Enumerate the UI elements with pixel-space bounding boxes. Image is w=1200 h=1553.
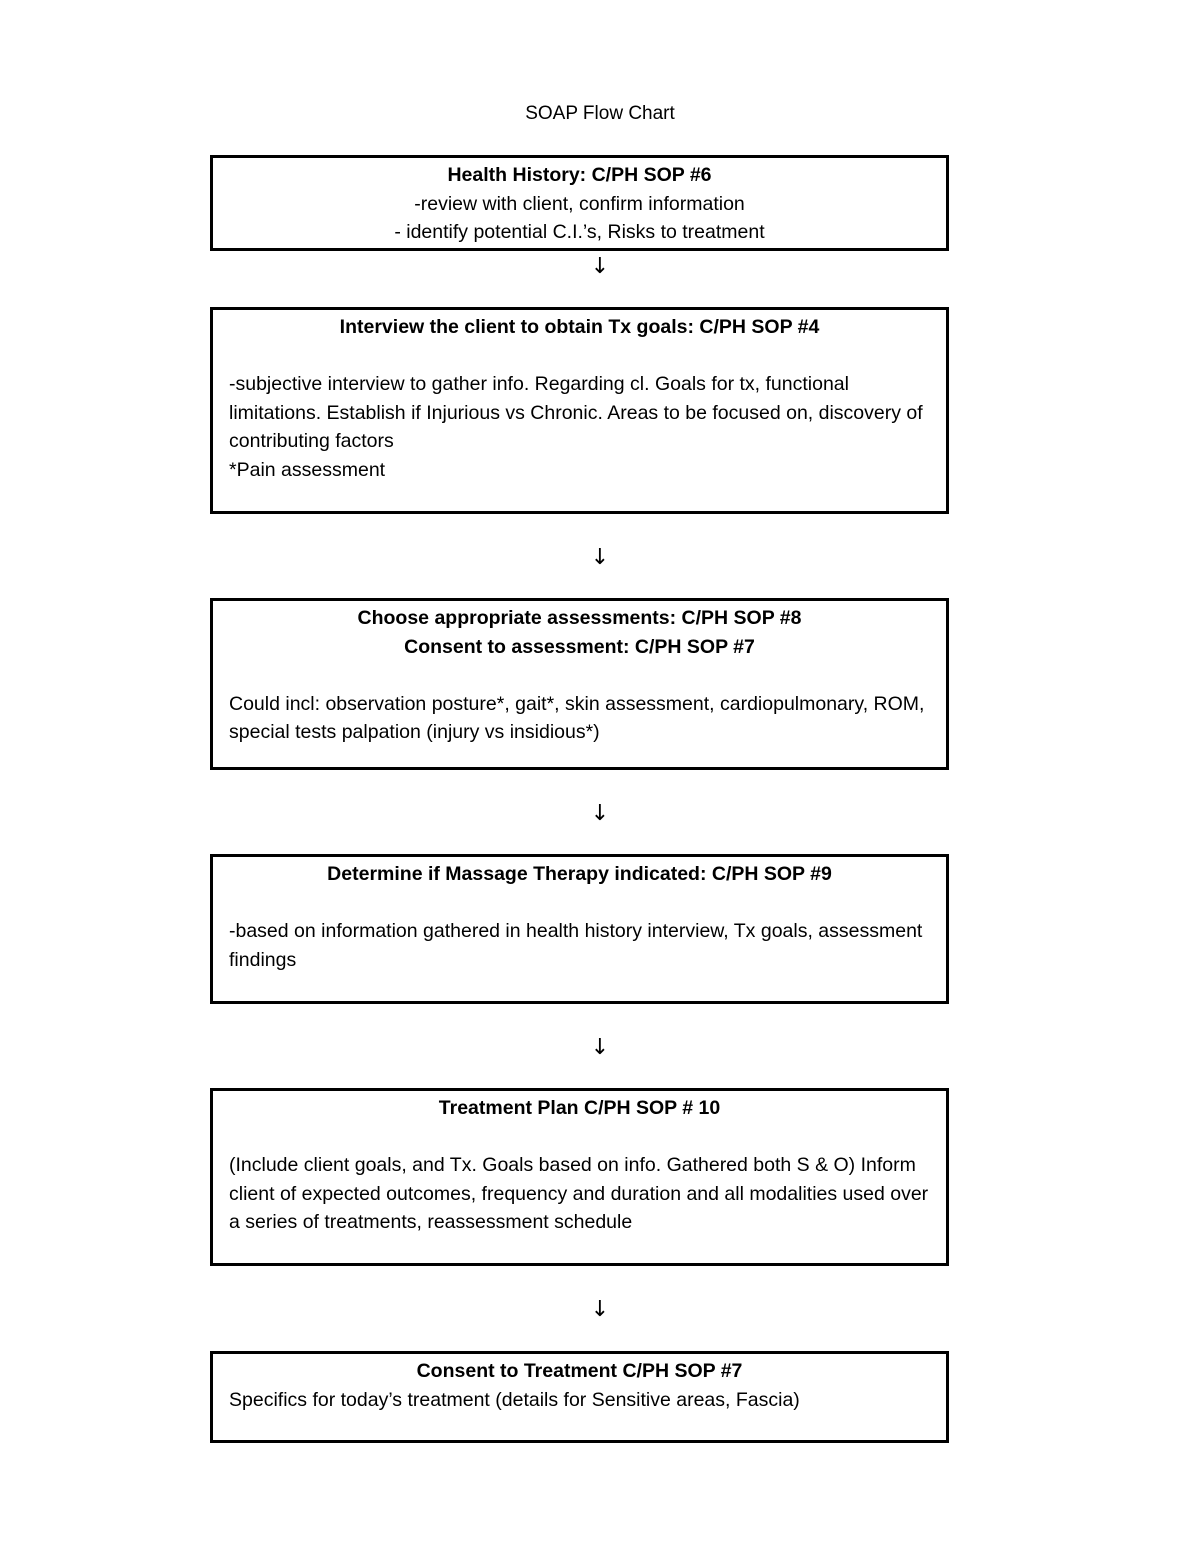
down-arrow-icon: ↓ bbox=[590, 801, 610, 826]
box-line: *Pain assessment bbox=[229, 458, 386, 481]
box-heading: Interview the client to obtain Tx goals: C/PH SOP #4 bbox=[339, 316, 820, 338]
box-line: Could incl: observation posture*, gait*, skin assessment, cardiopulmonary, ROM, special tests palpation (injury vs insidious*) bbox=[229, 692, 925, 743]
box-line: -subjective interview to gather info. Regarding cl. Goals for tx, functional limitations. Establish if Injurious vs Chronic. Areas to be focused on, discovery of contributing factors bbox=[229, 373, 923, 452]
down-arrow-icon: ↓ bbox=[590, 254, 610, 279]
box-line: (Include client goals, and Tx. Goals based on info. Gathered both S & O) Inform client of expected outcomes, frequency and duration and all modalities used over a series of treatments, reassessment schedule bbox=[229, 1154, 929, 1233]
flow-box-treatment-plan bbox=[210, 1088, 949, 1266]
box-heading: Choose appropriate assessments: C/PH SOP #8 bbox=[357, 607, 802, 629]
box-line: -review with client, confirm information bbox=[414, 192, 745, 215]
box-heading: Health History: C/PH SOP #6 bbox=[447, 164, 712, 186]
down-arrow-icon: ↓ bbox=[590, 1297, 610, 1322]
box-line: Specifics for today’s treatment (details for Sensitive areas, Fascia) bbox=[229, 1388, 800, 1411]
flow-box-consent-treatment bbox=[210, 1351, 949, 1443]
down-arrow-icon: ↓ bbox=[590, 1035, 610, 1060]
box-line: -based on information gathered in health history interview, Tx goals, assessment findings bbox=[229, 920, 923, 971]
box-heading: Determine if Massage Therapy indicated: C/PH SOP #9 bbox=[327, 863, 832, 885]
down-arrow-icon: ↓ bbox=[590, 545, 610, 570]
page-title: SOAP Flow Chart bbox=[525, 103, 675, 124]
box-heading: Treatment Plan C/PH SOP # 10 bbox=[438, 1097, 721, 1119]
flow-box-massage-indicated bbox=[210, 854, 949, 1004]
box-heading: Consent to Treatment C/PH SOP #7 bbox=[416, 1360, 743, 1382]
box-heading-secondary: Consent to assessment: C/PH SOP #7 bbox=[404, 635, 755, 658]
flow-box-interview bbox=[210, 307, 949, 514]
flow-box-assessments bbox=[210, 598, 949, 770]
flow-box-health-history bbox=[210, 155, 949, 251]
box-line: - identify potential C.I.’s, Risks to treatment bbox=[394, 221, 765, 243]
